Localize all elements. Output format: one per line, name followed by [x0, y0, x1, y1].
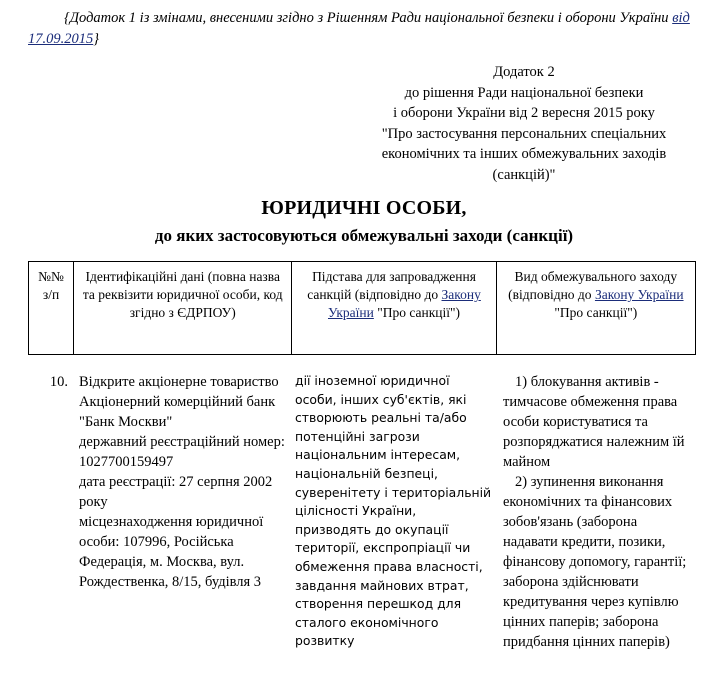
doc-ref-line-2: до рішення Ради національної безпеки: [404, 84, 644, 101]
document-reference-block: [348, 62, 700, 185]
entity-address: місцезнаходження юридичної особи: 107996, Російська Федерація, м. Москва, вул. Рождественка, 8/15, будівля 3: [79, 514, 264, 590]
header-measure-law-link[interactable]: Закону України: [594, 287, 684, 302]
page-title: [22, 196, 706, 248]
header-basis-law-link[interactable]: Закону України: [327, 287, 481, 320]
entity-registration-date: дата реєстрації: 27 серпня 2002 року: [79, 474, 273, 510]
page-title-line-1: ЮРИДИЧНІ ОСОБИ,: [261, 197, 467, 219]
measure-item-2: 2) зупинення виконання економічних та фінансових зобов'язань (заборона надавати кредити, позики, фінансову допомогу, гарантії; заборона здійснювати кредитування через купівлю цінних паперів; заборона придбання цінних паперів): [503, 474, 687, 650]
doc-ref-line-3: і оборони України від 2 вересня 2015 року: [393, 105, 655, 121]
header-cell-basis: [292, 262, 496, 355]
amendment-decision-link[interactable]: від 17.09.2015: [28, 10, 690, 47]
doc-ref-line-6: (санкцій)": [492, 166, 556, 183]
sanctions-table: [28, 261, 696, 355]
amendment-note-suffix: }: [93, 31, 100, 47]
header-cell-measure: [496, 262, 695, 355]
table-row: [28, 372, 696, 652]
header-number-line-2: з/п: [42, 287, 60, 302]
amendment-note: [28, 8, 700, 50]
table-header-row: [29, 262, 696, 355]
header-basis-prefix: Підстава для запровадження санкцій (відповідно до: [307, 269, 476, 302]
page-title-line-2: до яких застосовуються обмежувальні заходи (санкції): [154, 226, 574, 245]
doc-ref-line-5: економічних та інших обмежувальних заходів: [381, 146, 667, 162]
row-number: 10.: [49, 374, 68, 390]
row-basis-cell: [291, 372, 495, 651]
header-measure-suffix: "Про санкції"): [554, 305, 638, 320]
entity-registration-number: державний реєстраційний номер: 1027700159497: [79, 434, 285, 470]
header-number-line-1: №№: [38, 269, 64, 284]
entity-name: Відкрите акціонерне товариство Акціонерний комерційний банк "Банк Москви": [79, 374, 279, 430]
amendment-note-prefix: {Додаток 1 із змінами, внесеними згідно з Рішенням Ради національної безпеки і оборони України: [64, 10, 673, 26]
measure-item-1: 1) блокування активів - тимчасове обмеження права особи користуватися та розпоряджатися належним їй майном: [503, 374, 685, 470]
header-cell-identification: Ідентифікаційні дані (повна назва та реквізити юридичної особи, код згідно з ЄДРПОУ): [74, 262, 292, 355]
header-cell-number: [29, 262, 74, 355]
doc-ref-line-1: Додаток 2: [493, 64, 555, 80]
header-basis-suffix: "Про санкції"): [373, 305, 461, 320]
header-measure-prefix: Вид обмежувального заходу (відповідно до: [508, 269, 678, 302]
doc-ref-line-4: "Про застосування персональних спеціальних: [381, 125, 667, 142]
basis-text: дії іноземної юридичної особи, інших суб'єктів, які створюють реальні та/або потенційні загрози національним інтересам, національній безпеці, суверенітету і територіальній цілісності України, призводять до окупації території, експропріації чи обмеження права власності, завдання майнових втрат, створення перешкод для сталого економічного розвитку: [295, 373, 492, 649]
row-identification-cell: [73, 372, 291, 592]
row-measures-cell: [495, 372, 694, 652]
